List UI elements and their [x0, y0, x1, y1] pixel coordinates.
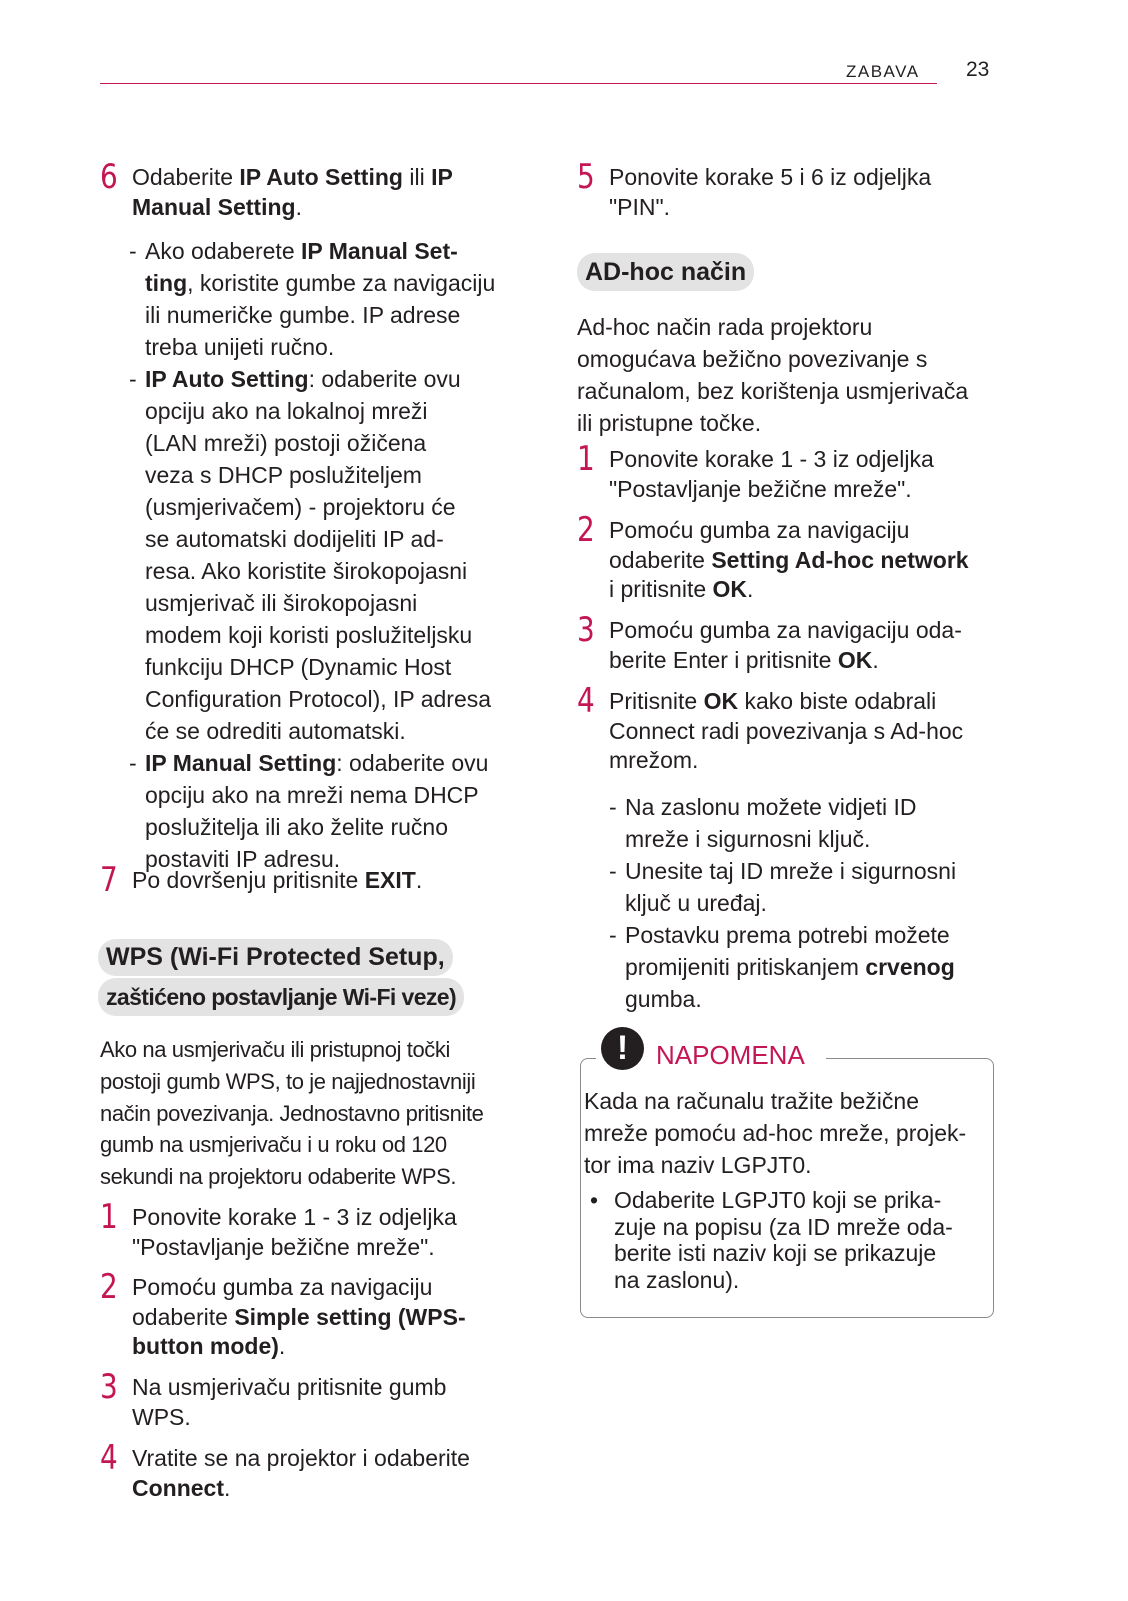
sub-item-auto: - IP Auto Setting: odaberite ovu opciju ako na lokalnoj mreži (LAN mreži) postoji ožičena veza s DHCP poslužiteljem (usmjerivačem) - projektoru će se automatski dodijeliti IP ad- resa. Ako koristite širokopojasni usmjerivač ili širokopojasni modem koji koristi poslužiteljsku funkciju DHCP (Dynamic Host Configuration Protocol), IP adresa će se odrediti automatski.: [129, 366, 492, 744]
adhoc-sub-2: - Unesite taj ID mreže i sigurnosni ključ u uređaj.: [609, 858, 957, 916]
wps-heading-line1: WPS (Wi-Fi Protected Setup,: [98, 939, 453, 976]
adhoc-step-3: 3 Pomoću gumba za navigaciju oda- berite Enter i pritisnite OK.: [577, 610, 962, 673]
header-rule: [100, 83, 937, 84]
wps-step-2: 2 Pomoću gumba za navigaciju odaberite Simple setting (WPS- button mode).: [100, 1267, 466, 1359]
sub-item-manual-setting: - IP Manual Setting: odaberite ovu opciju ako na mreži nema DHCP poslužitelja ili ako želite ručno postaviti IP adresu.: [129, 750, 489, 872]
page-number: 23: [966, 58, 990, 81]
step-5: 5 Ponovite korake 5 i 6 iz odjeljka "PIN".: [577, 157, 932, 220]
note-body: Kada na računalu tražite bežične mreže pomoću ad-hoc mreže, projek- tor ima naziv LGPJT0.: [584, 1088, 967, 1178]
sub-item-manual: - Ako odaberete IP Manual Set- ting, koristite gumbe za navigaciju ili numeričke gumbe. IP adrese treba unijeti ručno.: [129, 238, 496, 360]
wps-heading-line2: zaštićeno postavljanje Wi-Fi veze): [98, 978, 464, 1016]
bullet-mark: •: [590, 1187, 599, 1213]
adhoc-step-2: 2 Pomoću gumba za navigaciju odaberite Setting Ad-hoc network i pritisnite OK.: [577, 510, 969, 602]
wps-step-4: 4 Vratite se na projektor i odaberite Connect.: [100, 1438, 470, 1501]
adhoc-step-4: 4 Pritisnite OK kako biste odabrali Connect radi povezivanja s Ad-hoc mrežom.: [577, 681, 964, 773]
wps-step-3: 3 Na usmjerivaču pritisnite gumb WPS.: [100, 1367, 447, 1430]
step-number: 6: [100, 157, 118, 197]
step-text: Odaberite IP Auto Setting ili IP Manual Setting.: [132, 164, 453, 220]
step-6: [100, 157, 540, 222]
adhoc-heading: AD-hoc način: [577, 253, 754, 291]
step-7: 7 Po dovršenju pritisnite EXIT.: [100, 860, 423, 900]
wps-step-1: 1 Ponovite korake 1 - 3 iz odjeljka "Postavljanje bežične mreže".: [100, 1197, 457, 1260]
adhoc-step-1: 1 Ponovite korake 1 - 3 iz odjeljka "Postavljanje bežične mreže".: [577, 439, 934, 502]
step-number: 7: [100, 860, 118, 900]
note-bullet: • Odaberite LGPJT0 koji se prika- zuje na popisu (za ID mreže oda- berite isti naziv koji se prikazuje na zaslonu).: [590, 1187, 953, 1293]
section-title: ZABAVA: [846, 62, 920, 81]
adhoc-sub-1: - Na zaslonu možete vidjeti ID mreže i sigurnosni ključ.: [609, 794, 917, 852]
note-title: NAPOMENA: [656, 1040, 805, 1070]
adhoc-intro: Ad-hoc način rada projektoru omogućava bežično povezivanje s računalom, bez korištenja usmjerivača ili pristupne točke.: [577, 314, 969, 436]
wps-intro: Ako na usmjerivaču ili pristupnoj točki postoji gumb WPS, to je najjednostavniji način povezivanja. Jednostavno pritisnite gumb na usmjerivaču i u roku od 120 sekundi na projektoru odaberite WPS.: [100, 1037, 484, 1190]
exclamation-icon: !: [601, 1027, 644, 1070]
adhoc-sub-3: - Postavku prema potrebi možete promijeniti pritiskanjem crvenog gumba.: [609, 922, 955, 1012]
